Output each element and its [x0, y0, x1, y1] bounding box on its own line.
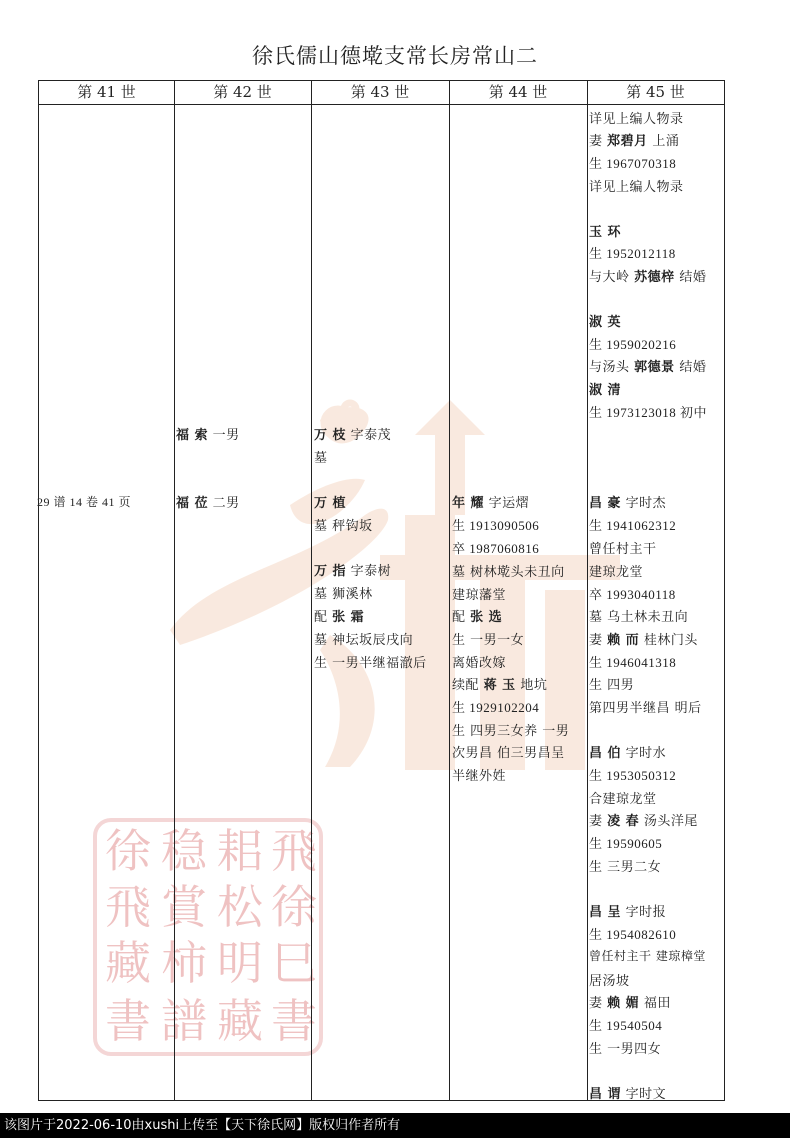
person-wanzhi-3 [314, 560, 391, 579]
children-line: 生 一男四女 [589, 1042, 662, 1057]
person-name: 昌 谓 [589, 1087, 622, 1102]
spouse-prefix: 妻 [589, 134, 603, 149]
column-divider [311, 81, 312, 1100]
seal-char: 耜 [217, 824, 263, 878]
spouse-line [589, 629, 698, 648]
marriage-suffix: 结婚 [679, 270, 707, 285]
born-line: 生 1967070318 [589, 156, 677, 171]
spouse-name: 张 选 [470, 610, 503, 625]
volume-reference: 29 谱 14 卷 41 页 [37, 495, 132, 509]
person-zi: 字时文 [625, 1087, 667, 1102]
page-title: 徐氏儒山德墘支常长房常山二 [252, 44, 538, 68]
spouse-prefix: 妻 [589, 996, 603, 1011]
spouse-line [589, 810, 698, 829]
children-line: 生 一男一女 [452, 633, 525, 648]
spouse-prefix: 妻 [589, 814, 603, 829]
spouse-name: 张 霜 [332, 610, 365, 625]
seal-char: 徐 [105, 824, 151, 878]
spouse-line [589, 130, 679, 149]
note-line: 次男昌 伯三男昌呈 [452, 746, 565, 761]
seal-char: 飛 [105, 880, 151, 934]
spouse-line [452, 606, 502, 625]
seal-char: 稳 [161, 824, 207, 878]
tomb-line: 墓 狮溪林 [314, 587, 373, 602]
born-line: 生 1953050312 [589, 768, 677, 783]
born-line: 生 1952012118 [589, 246, 676, 261]
person-fusuo [176, 424, 240, 443]
seal-char: 徐 [271, 880, 317, 934]
person-name: 年 耀 [452, 496, 485, 511]
children-line: 生 三男二女 [589, 860, 662, 875]
tomb-line: 墓 [314, 451, 328, 466]
marriage-line [589, 356, 706, 375]
person-wanzhi-2 [314, 492, 346, 511]
spouse-place: 上涌 [652, 134, 680, 149]
column-divider [174, 81, 175, 1100]
seal-char: 書 [271, 994, 317, 1048]
hall-line: 建琼藩堂 [452, 588, 507, 603]
tomb-line: 墓 乌土林未丑向 [589, 610, 689, 625]
person-note: 字泰茂 [350, 428, 392, 443]
note-line: 离婚改嫁 [452, 656, 507, 671]
seal-char: 書 [105, 994, 151, 1048]
header-gen-42: 第 42 世 [213, 83, 272, 101]
column-divider [449, 81, 450, 1100]
person-wanzhi-1 [314, 424, 391, 443]
born-line: 生 19540504 [589, 1018, 663, 1033]
died-line: 卒 1987060816 [452, 541, 540, 556]
children-line: 生 一男半继福澈后 [314, 656, 427, 671]
spouse-line [314, 606, 364, 625]
tomb-line: 墓 神坛坂辰戌向 [314, 633, 414, 648]
spouse-prefix: 配 [314, 610, 328, 625]
marriage-partner: 郭德景 [634, 360, 675, 375]
seal-char: 巳 [271, 936, 317, 990]
person-name: 福 索 [176, 428, 209, 443]
person-note: 一男 [212, 428, 240, 443]
header-gen-44: 第 44 世 [488, 83, 548, 101]
spouse-name: 蒋 玉 [483, 678, 516, 693]
seal-char: 松 [217, 880, 263, 934]
residence-line: 居汤坡 [589, 974, 630, 989]
children-line: 生 四男三女养 一男 [452, 724, 570, 739]
spouse-place: 福田 [643, 996, 671, 1011]
seal-char: 明 [217, 936, 263, 990]
tomb-line: 墓 树林墘头未丑向 [452, 565, 565, 580]
note-line: 详见上编人物录 [589, 180, 684, 195]
note-line: 详见上编人物录 [589, 112, 684, 127]
spouse-place: 汤头洋尾 [643, 814, 698, 829]
person-shuqing: 淑 清 [589, 383, 622, 398]
spouse-prefix: 妻 [589, 633, 603, 648]
spouse-name: 赖 而 [607, 633, 640, 648]
person-name: 万 植 [314, 496, 347, 511]
children-line: 生 四男 [589, 678, 635, 693]
born-line: 生 1941062312 [589, 518, 677, 533]
born-line: 生 19590605 [589, 836, 663, 851]
born-line: 生 1929102204 [452, 700, 540, 715]
marriage-place: 与大岭 [589, 270, 630, 285]
header-gen-41: 第 41 世 [77, 83, 136, 101]
job-line: 曾任村主干 建琼樟堂 [589, 949, 706, 963]
spouse-line [452, 674, 547, 693]
born-line: 生 1973123018 初中 [589, 405, 708, 420]
person-changbo [589, 742, 666, 761]
seal-char: 藏 [217, 994, 263, 1048]
person-yuhuan: 玉 环 [589, 225, 622, 240]
person-name: 福 莅 [176, 496, 209, 511]
person-fuzhi [176, 492, 240, 511]
marriage-partner: 苏德梓 [634, 270, 675, 285]
person-changcheng [589, 901, 666, 920]
header-gen-43: 第 43 世 [350, 83, 410, 101]
seal-char: 飛 [271, 824, 317, 878]
spouse-prefix: 续配 [452, 678, 480, 693]
person-name: 昌 豪 [589, 496, 622, 511]
born-line: 生 1954082610 [589, 927, 677, 942]
spouse-line [589, 992, 671, 1011]
header-row [39, 81, 724, 105]
marriage-line [589, 266, 706, 285]
hall-line: 合建琼龙堂 [589, 792, 657, 807]
spouse-name: 郑碧月 [607, 134, 648, 149]
person-name: 万 枝 [314, 428, 347, 443]
seal-char: 柿 [161, 936, 207, 990]
column-divider [587, 81, 588, 1100]
job-line: 曾任村主干 [589, 542, 657, 557]
seal-char: 藏 [105, 936, 151, 990]
person-zi: 字运熠 [488, 496, 530, 511]
spouse-name: 赖 媚 [607, 996, 640, 1011]
person-name: 万 指 [314, 564, 347, 579]
person-shuying: 淑 英 [589, 315, 622, 330]
spouse-place: 地坑 [520, 678, 548, 693]
note-line: 第四男半继昌 明后 [589, 701, 702, 716]
person-nianyao [452, 492, 529, 511]
marriage-suffix: 结婚 [679, 360, 707, 375]
spouse-prefix: 配 [452, 610, 466, 625]
upload-footer: 该图片于2022-06-10由xushi上传至【天下徐氏网】版权归作者所有 [0, 1113, 790, 1138]
died-line: 卒 1993040118 [589, 587, 676, 602]
note-line: 半继外姓 [452, 769, 507, 784]
person-zi: 字时水 [625, 746, 667, 761]
header-gen-45: 第 45 世 [626, 83, 685, 101]
genealogy-table [38, 80, 725, 1101]
person-name: 昌 呈 [589, 905, 622, 920]
person-changhao [589, 492, 666, 511]
seal-char: 賞 [161, 880, 207, 934]
tomb-line: 墓 秤钩坂 [314, 519, 373, 534]
hall-line: 建琼龙堂 [589, 565, 644, 580]
person-note: 二男 [212, 496, 240, 511]
person-name: 昌 伯 [589, 746, 622, 761]
person-zi: 字时报 [625, 905, 667, 920]
born-line: 生 1913090506 [452, 518, 540, 533]
born-line: 生 1946041318 [589, 655, 677, 670]
person-changwei [589, 1083, 666, 1102]
born-line: 生 1959020216 [589, 337, 677, 352]
spouse-place: 桂林门头 [643, 633, 698, 648]
person-zi: 字时杰 [625, 496, 667, 511]
person-note: 字泰树 [350, 564, 392, 579]
seal-char: 譜 [161, 994, 207, 1048]
marriage-place: 与汤头 [589, 360, 630, 375]
spouse-name: 凌 春 [607, 814, 640, 829]
